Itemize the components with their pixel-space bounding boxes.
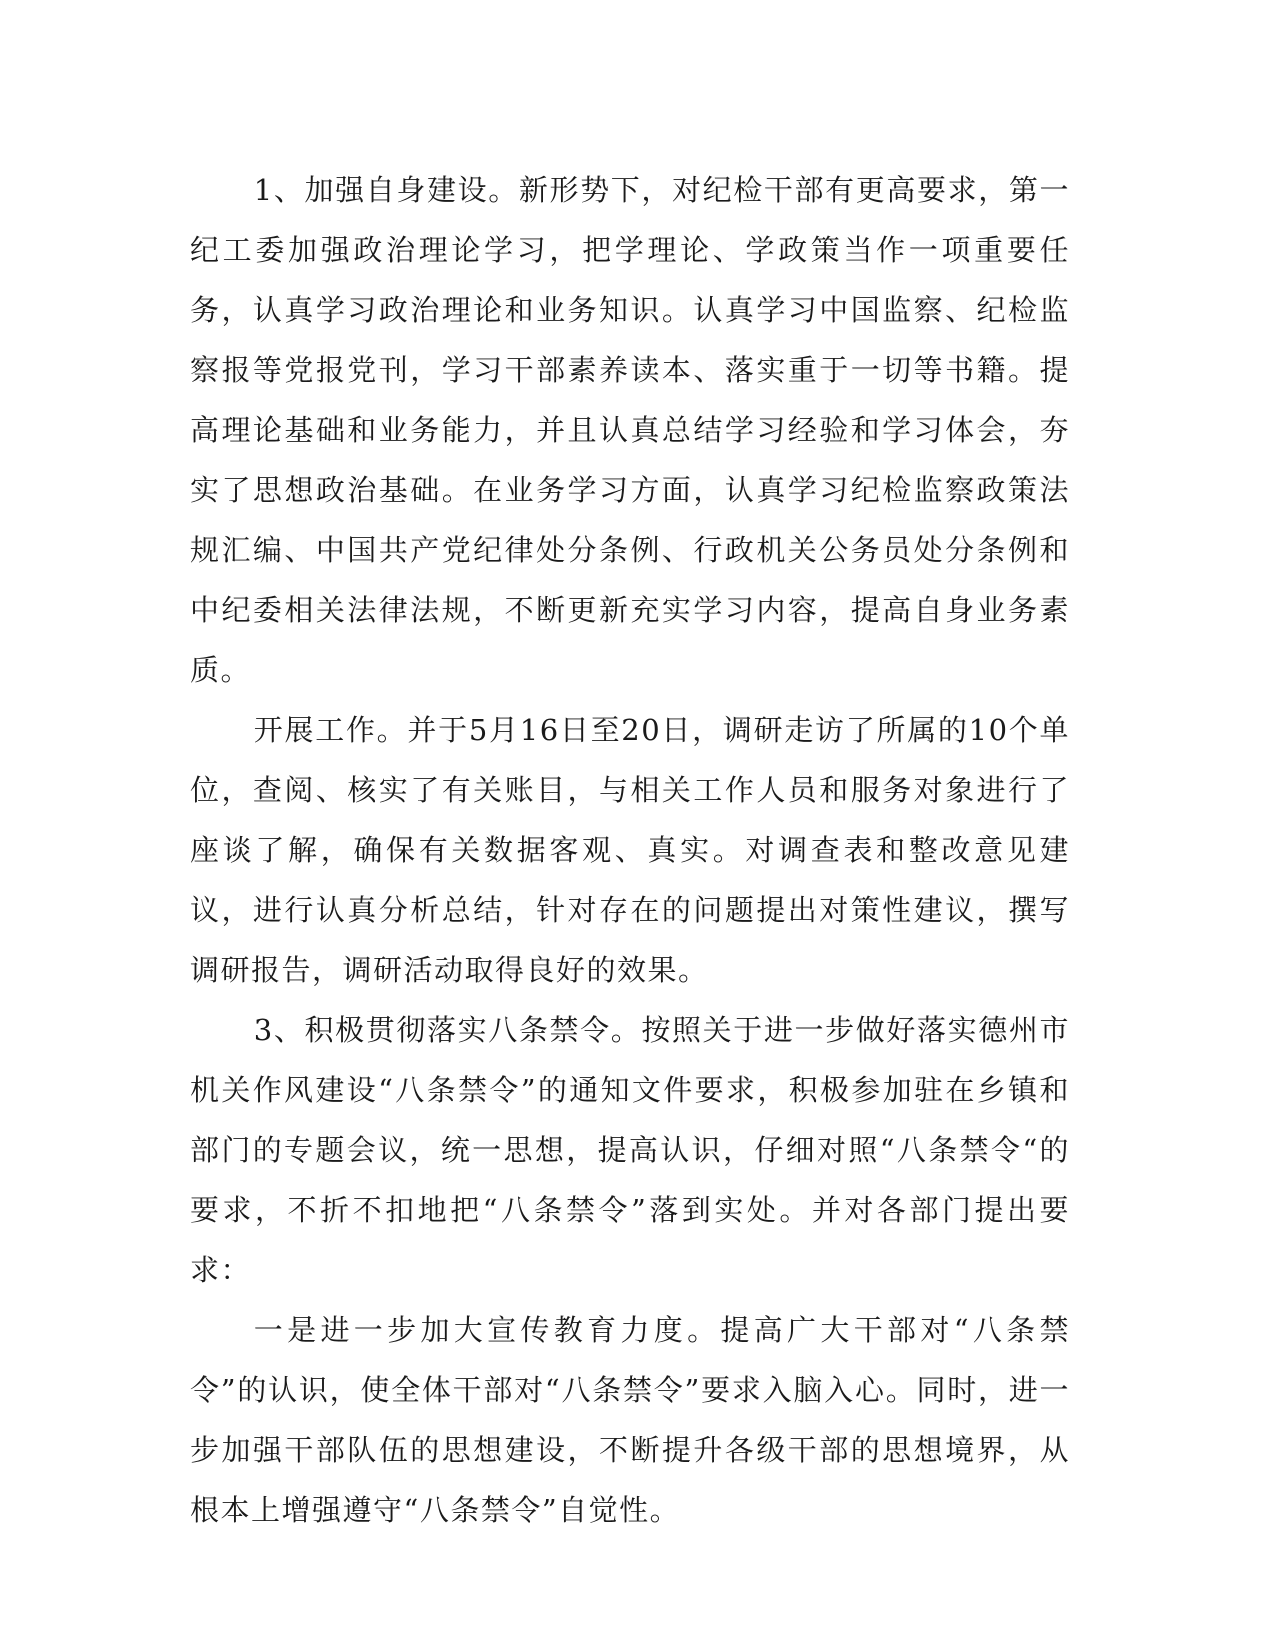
paragraph-eight-prohibitions: 3、积极贯彻落实八条禁令。按照关于进一步做好落实德州市机关作风建设“八条禁令”的通知文件要求，积极参加驻在乡镇和部门的专题会议，统一思想，提高认识，仔细对照“八条禁令“的要求，不折不扣地把“八条禁令”落到实处。并对各部门提出要求： <box>190 1013 1070 1287</box>
document-body <box>190 160 1070 1540</box>
paragraph-publicity-education: 一是进一步加大宣传教育力度。提高广大干部对“八条禁令”的认识，使全体干部对“八条禁令”要求入脑入心。同时，进一步加强干部队伍的思想建设，不断提升各级干部的思想境界，从根本上增强遵守“八条禁令”自觉性。 <box>190 1313 1070 1527</box>
paragraph-self-building: 1、加强自身建设。新形势下，对纪检干部有更高要求，第一纪工委加强政治理论学习，把学理论、学政策当作一项重要任务，认真学习政治理论和业务知识。认真学习中国监察、纪检监察报等党报党刊，学习干部素养读本、落实重于一切等书籍。提高理论基础和业务能力，并且认真总结学习经验和学习体会，夯实了思想政治基础。在业务学习方面，认真学习纪检监察政策法规汇编、中国共产党纪律处分条例、行政机关公务员处分条例和中纪委相关法律法规，不断更新充实学习内容，提高自身业务素质。 <box>190 173 1070 687</box>
paragraph-research-work: 开展工作。并于5月16日至20日，调研走访了所属的10个单位，查阅、核实了有关账目，与相关工作人员和服务对象进行了座谈了解，确保有关数据客观、真实。对调查表和整改意见建议，进行认真分析总结，针对存在的问题提出对策性建议，撰写调研报告，调研活动取得良好的效果。 <box>190 713 1070 987</box>
